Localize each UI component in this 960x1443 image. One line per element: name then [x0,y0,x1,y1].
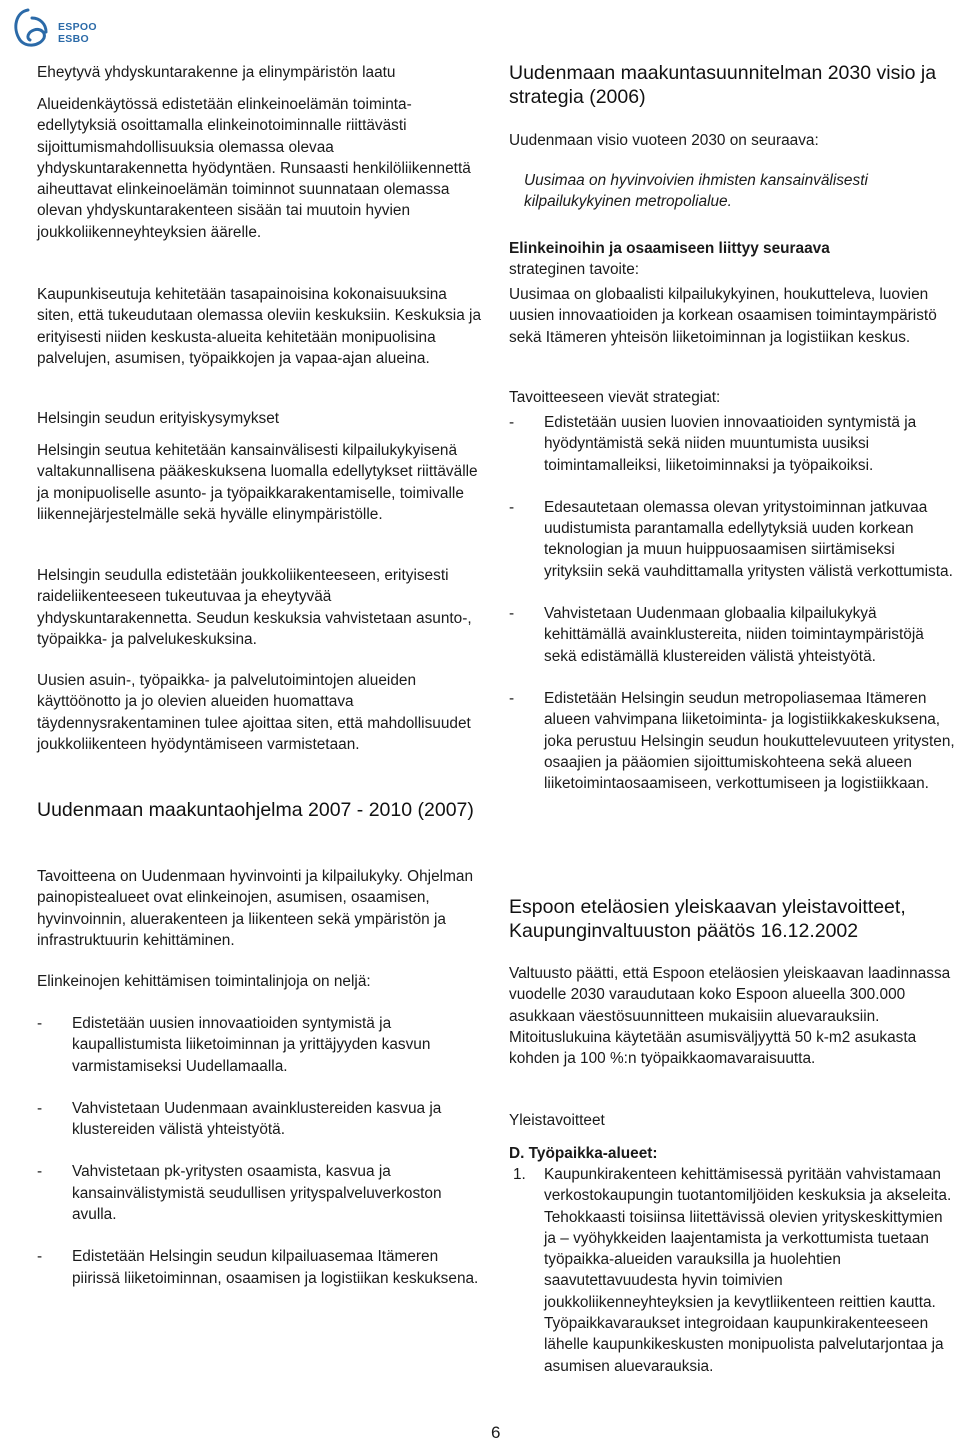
subheading: Elinkeinoihin ja osaamiseen liittyy seuraava [509,240,830,257]
subheading: D. Työpaikka-alueet: [509,1145,658,1162]
bullet-marker: - [37,1163,43,1181]
paragraph: Uudenmaan visio vuoteen 2030 on seuraava: [509,132,819,149]
bullet-marker: - [37,1248,43,1266]
subheading: Yleistavoitteet [509,1112,605,1129]
paragraph: Tavoitteena on Uudenmaan hyvinvointi ja kilpailukyky. Ohjelman painopistealueet ovat elinkeinojen, asumisen, osaamisen, hyvinvoinnin, aluerakenteen ja liikenteen sekä ympäristön ja infrastruktuurin kehittäminen. [37,868,474,949]
list-item [509,1164,955,1377]
list-item [509,412,955,476]
logo-text-espoo: ESPOO [58,21,97,33]
espoo-logo-icon [6,4,54,52]
bullet-marker: - [509,689,515,707]
list-item-text: Edistetään uusien luovien innovaatioiden syntymistä ja hyödyntämistä sekä niiden muuntumista uusiksi toimintamalleiksi, liiketoiminnaksi ja työpaikoiksi. [544,414,917,474]
paragraph: Uusien asuin-, työpaikka- ja palvelutoimintojen alueiden käyttöönotto ja jo olevien alueiden huomattava täydennysrakentaminen tulee ajoittaa siten, että mahdollisuudet joukkoliikenteen hyödyntämiseen varmistetaan. [37,672,471,753]
section-title: Uudenmaan maakuntaohjelma 2007 - 2010 (2007) [37,799,474,821]
logo-text-esbo: ESBO [58,33,89,45]
paragraph: Uusimaa on globaalisti kilpailukykyinen, houkutteleva, luovien uusien innovaatioiden ja korkean osaamisen toimintaympäristö sekä Itämeren yhteisön liiketoiminnan ja logistiikan keskus. [509,286,937,346]
numbered-list [509,1164,955,1377]
bullet-list [509,412,955,794]
espoo-logo [6,4,116,52]
list-item-text: Vahvistetaan Uudenmaan avainklustereiden kasvua ja klustereiden välistä yhteistyötä. [72,1099,442,1139]
subheading: strateginen tavoite: [509,261,640,278]
list-number: 1. [513,1166,526,1183]
paragraph: Valtuusto päätti, että Espoon eteläosien yleiskaavan laadinnassa vuodelle 2030 varaudutaan koko Espoon alueella 300.000 asukkaan väestösuunnitteen mukaisiin aluevarauksiin. Mitoituslukuina käytetään asumisväljyyttä 50 k-m2 asukasta kohden ja 100 %:n työpaikkaomavaraisuutta. [509,965,951,1068]
bullet-marker: - [509,605,515,623]
section-heading: Helsingin seudun erityiskysymykset [37,410,280,427]
list-item-text: Vahvistetaan Uudenmaan globaalia kilpailukykyä kehittämällä avainklustereita, niiden toimintaympäristöjä sekä edistämällä klustereiden välistä yhteistyötä. [544,605,924,665]
list-item [509,497,955,582]
page-number: 6 [491,1423,501,1442]
list-item [37,1013,483,1077]
list-item-text: Vahvistetaan pk-yritysten osaamista, kasvua ja kansainvälistymistä seudullisen yrityspalveluverkoston avulla. [72,1163,442,1224]
list-item-text: Kaupunkirakenteen kehittämisessä pyritään vahvistamaan verkostokaupungin tuotantomiljöiden keskuksia ja akseleita. Tehokkaasti toisiinsa liitettävissä olevien yrityskeskittymien ja – vyöhykkeiden laajentamista ja verkottumista tuetaan työpaikka-alueiden varauksilla ja huolehtien saavutettavuudesta hyvin toimivien joukkoliikenneyhteyksien ja kevytliikenteen reittien kautta. Työpaikkavaraukset integroidaan kaupunkirakenteeseen lähelle kaupunkikeskusten monipuolista palvelutarjontaa ja asumisen aluevarauksia. [544,1166,952,1375]
bullet-marker: - [37,1015,43,1032]
bullet-list [37,1013,483,1289]
list-item-text: Edesautetaan olemassa olevan yritystoiminnan jatkuvaa uudistumista parantamalla edellytyksiä uuden korkean teknologian ja muun huippuosaamisen siirtämiseksi yrityksiin sekä vauhdittamalla yritysten välistä verkottumista. [544,498,953,580]
section-heading: Eheytyvä yhdyskuntarakenne ja elinympäristön laatu [37,64,396,81]
bullet-marker: - [509,414,515,431]
list-item [509,688,955,794]
paragraph: Helsingin seutua kehitetään kansainvälisesti kilpailukykyisenä valtakunnallisena pääkeskuksena luomalla edellytykset riittävälle ja monipuoliselle asunto- ja työpaikkarakentamiselle, toimivalle liikennejärjestelmälle sekä hyvälle elinympäristölle. [37,442,478,523]
bullet-marker: - [509,498,515,516]
paragraph: Alueidenkäytössä edistetään elinkeinoelämän toiminta-edellytyksiä osoittamalla elinkeinotoiminnalle riittävästi sijoittumismahdollisuuksia olemassa olevaa yhdyskuntarakennetta hyödyntäen. Runsaasti henkilöliikennettä aiheuttavat elinkeinoelämän toiminnot suunnataan olemassa olevan yhdyskuntarakenteen sisään tai muutoin hyvien joukkoliikenneyhteyksien äärelle. [37,96,471,241]
list-item-text: Edistetään uusien innovaatioiden syntymistä ja kaupallistumista liiketoiminnan ja yrittäjyyden kasvun varmistamiseksi Uudellamaalla. [72,1015,431,1075]
list-item-text: Edistetään Helsingin seudun kilpailuasemaa Itämeren piirissä liiketoiminnan, osaamisen ja logistiikan keskuksena. [72,1248,479,1287]
bullet-marker: - [37,1099,43,1117]
section-title: Espoon eteläosien yleiskaavan yleistavoitteet, Kaupunginvaltuuston päätös 16.12.2002 [509,896,906,942]
paragraph: Kaupunkiseutuja kehitetään tasapainoisina kokonaisuuksina siten, että tukeudutaan olemassa oleviin keskuksiin. Keskuksia ja erityisesti niiden keskusta-alueita kehitetään monipuolisina palvelujen, asumisen, työpaikkojen ja vapaa-ajan alueina. [37,286,482,367]
list-item [37,1161,483,1225]
subheading: Elinkeinojen kehittämisen toimintalinjoja on neljä: [37,973,371,990]
subheading: Tavoitteeseen vievät strategiat: [509,389,721,406]
list-item [37,1098,483,1141]
section-title: Uudenmaan maakuntasuunnitelman 2030 visio ja strategia (2006) [509,62,937,108]
vision-statement: Uusimaa on hyvinvoivien ihmisten kansainvälisesti kilpailukykyinen metropolialue. [524,172,868,211]
paragraph: Helsingin seudulla edistetään joukkoliikenteeseen, erityisesti raideliikenteeseen tukeutuvaa ja eheytyvää yhdyskuntarakennetta. Seudun keskuksia vahvistetaan asunto-, työpaikka- ja palvelukeskuksina. [37,567,472,648]
list-item [509,603,955,667]
list-item [37,1246,483,1289]
list-item-text: Edistetään Helsingin seudun metropoliasemaa Itämeren alueen vahvimpana liiketoiminta- ja logistiikkakeskuksena, joka perustuu Helsingin seudun houkuttelevuuteen yritysten, osaajien ja pääomien sijoittumiskohteena sekä alueen liiketoimintaosaamiseen, verkottumiseen ja logistiikkaan. [544,689,955,793]
